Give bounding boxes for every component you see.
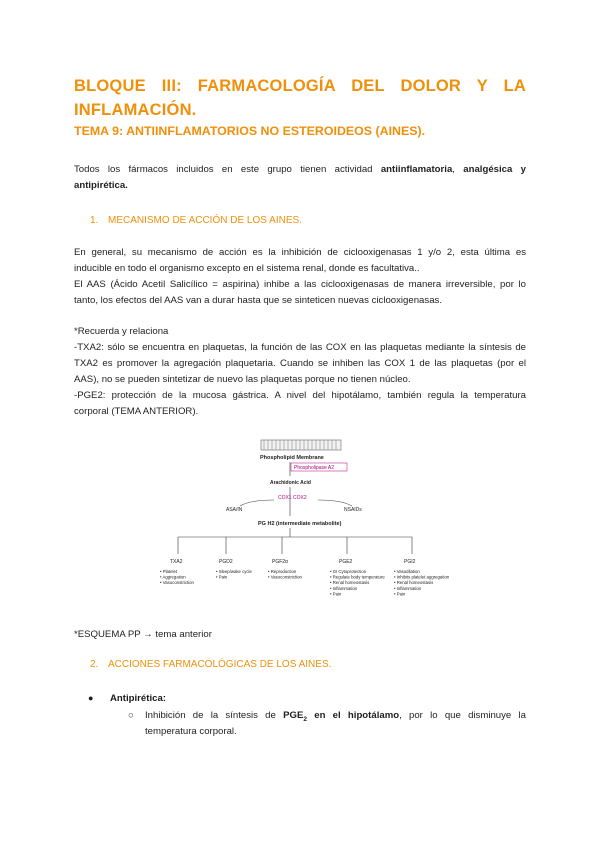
mechanism-line2: inducible en todo el organismo excepto en el sistema renal, donde es facultativa..	[74, 263, 420, 274]
prostaglandin-pathway-diagram	[140, 432, 460, 618]
node-label: PGF2α	[272, 559, 288, 565]
node-effect: • Pain	[216, 574, 228, 580]
recall-txa2-line1: -TXA2: sólo se encuentra en plaquetas, la función de las COX en las plaquetas mediante la síntesis de	[74, 342, 526, 353]
node-label: PGE2	[339, 559, 353, 565]
node-label: PGI2	[404, 559, 416, 565]
recall-pge2-line2: corporal (TEMA ANTERIOR).	[74, 406, 199, 417]
page-title-line1: BLOQUE III: FARMACOLOGÍA DEL DOLOR Y LA	[74, 77, 526, 95]
left-inhibition-arc	[240, 500, 274, 506]
node-effect: • Regulate body temperature	[330, 574, 385, 580]
membrane-icon	[261, 440, 341, 450]
node-effect: • Inflammation	[394, 585, 422, 591]
left-drug-label: ASA/IN	[226, 507, 243, 513]
sub-bullet-pge: PGE	[283, 710, 304, 721]
node-effect: • Vasoconstriction	[160, 580, 194, 586]
sub-bullet-line2: temperatura corporal.	[145, 726, 237, 737]
node-effect: • Pain	[394, 591, 406, 597]
recall-txa2-line2: TXA2 es promover la agregación plaquetaria. Cuando se inhiben las COX 1 de las plaquetas (por el	[74, 358, 526, 369]
membrane-label: Phospholipid Membrane	[260, 455, 324, 461]
intro-line1	[74, 162, 526, 178]
sub-bullet-text-post: , por lo que disminuye la	[399, 710, 526, 721]
section1-heading	[90, 214, 302, 228]
intro-bold-analgesica: analgésica y	[463, 164, 526, 175]
node-effect: • Vasoconstriction	[268, 574, 302, 580]
node-effect: • Inhibits platelet aggregation	[394, 574, 450, 580]
intro-bold-antipiretica: antipirética.	[74, 180, 128, 191]
sub-bullet-pge-subscript: 2	[303, 715, 307, 723]
bullet-antipiretica-label: Antipirética:	[110, 693, 166, 704]
topic-title: TEMA 9: ANTIINFLAMATORIOS NO ESTEROIDEOS (AINES).	[74, 124, 426, 138]
mechanism-line3: El AAS (Ácido Acetil Salicílico = aspirina) inhibe a las ciclooxigenasas de manera irreversible, por lo	[74, 279, 526, 290]
recall-txa2-line3: AAS), no se pueden sintetizar de nuevo las plaquetas porque no tienen núcleo.	[74, 374, 411, 385]
sub-bullet-hipotalamo: en el hipotálamo	[306, 710, 400, 721]
intro-separator: ,	[452, 164, 464, 175]
section2-number: 2.	[90, 659, 99, 670]
node-effect: • GI Cytoprotection	[330, 569, 367, 574]
mechanism-line4: tanto, los efectos del AAS van a durar hasta que se sinteticen nuevas ciclooxigenasas.	[74, 295, 442, 306]
section2-heading	[90, 658, 331, 672]
effect-columns	[160, 559, 450, 596]
intro-bold-antiinflamatoria: antiinflamatoria	[380, 164, 453, 175]
section1-number: 1.	[90, 215, 99, 226]
pgh2-label: PG H2 (intermediate metabolite)	[258, 521, 342, 527]
acid-label: Arachidonic Acid	[270, 480, 311, 486]
node-effect: • Sleep/wake cycle	[216, 569, 252, 574]
branch-drops	[178, 537, 412, 554]
diagram-note: *ESQUEMA PP → tema anterior	[74, 629, 212, 640]
cox-label: COX1 COX2	[278, 495, 307, 501]
node-label: TXA2	[170, 559, 183, 565]
bullet-marker: ●	[88, 693, 94, 703]
section1-title: MECANISMO DE ACCIÓN DE LOS AINES.	[108, 215, 302, 226]
node-effect: • Platelet	[160, 569, 178, 574]
right-drug-label: NSAIDs	[344, 507, 362, 513]
intro-text: Todos los fármacos incluidos en este grupo tienen actividad	[74, 164, 381, 175]
mechanism-line1: En general, su mecanismo de acción es la inhibición de ciclooxigenasas 1 y/o 2, esta última es	[74, 247, 526, 258]
node-effect: • Reproduction	[268, 569, 297, 574]
right-inhibition-arc	[318, 500, 352, 506]
node-effect: • Vasodilation	[394, 569, 420, 574]
sub-bullet-marker: ○	[128, 710, 134, 721]
node-effect: • Aggregation	[160, 574, 186, 580]
enzyme-label: Phospholipase A2	[294, 465, 335, 471]
node-effect: • Renal homeostasis	[330, 580, 370, 586]
page-title-line2: INFLAMACIÓN.	[74, 101, 197, 119]
section2-title: ACCIONES FARMACOLÓGICAS DE LOS AINES.	[108, 659, 332, 670]
bullet-antipiretica	[88, 690, 166, 707]
intro-line2	[74, 178, 526, 194]
node-effect: • Inflammation	[330, 585, 358, 591]
recall-heading: *Recuerda y relaciona	[74, 326, 169, 337]
node-effect: • Renal homeostasis	[394, 580, 434, 586]
node-label: PGD2	[219, 559, 233, 565]
node-effect: • Pain	[330, 591, 342, 597]
recall-pge2-line1: -PGE2: protección de la mucosa gástrica. A nivel del hipotálamo, también regula la temperatura	[74, 390, 526, 401]
sub-bullet-text-pre: Inhibición de la síntesis de	[145, 710, 284, 721]
